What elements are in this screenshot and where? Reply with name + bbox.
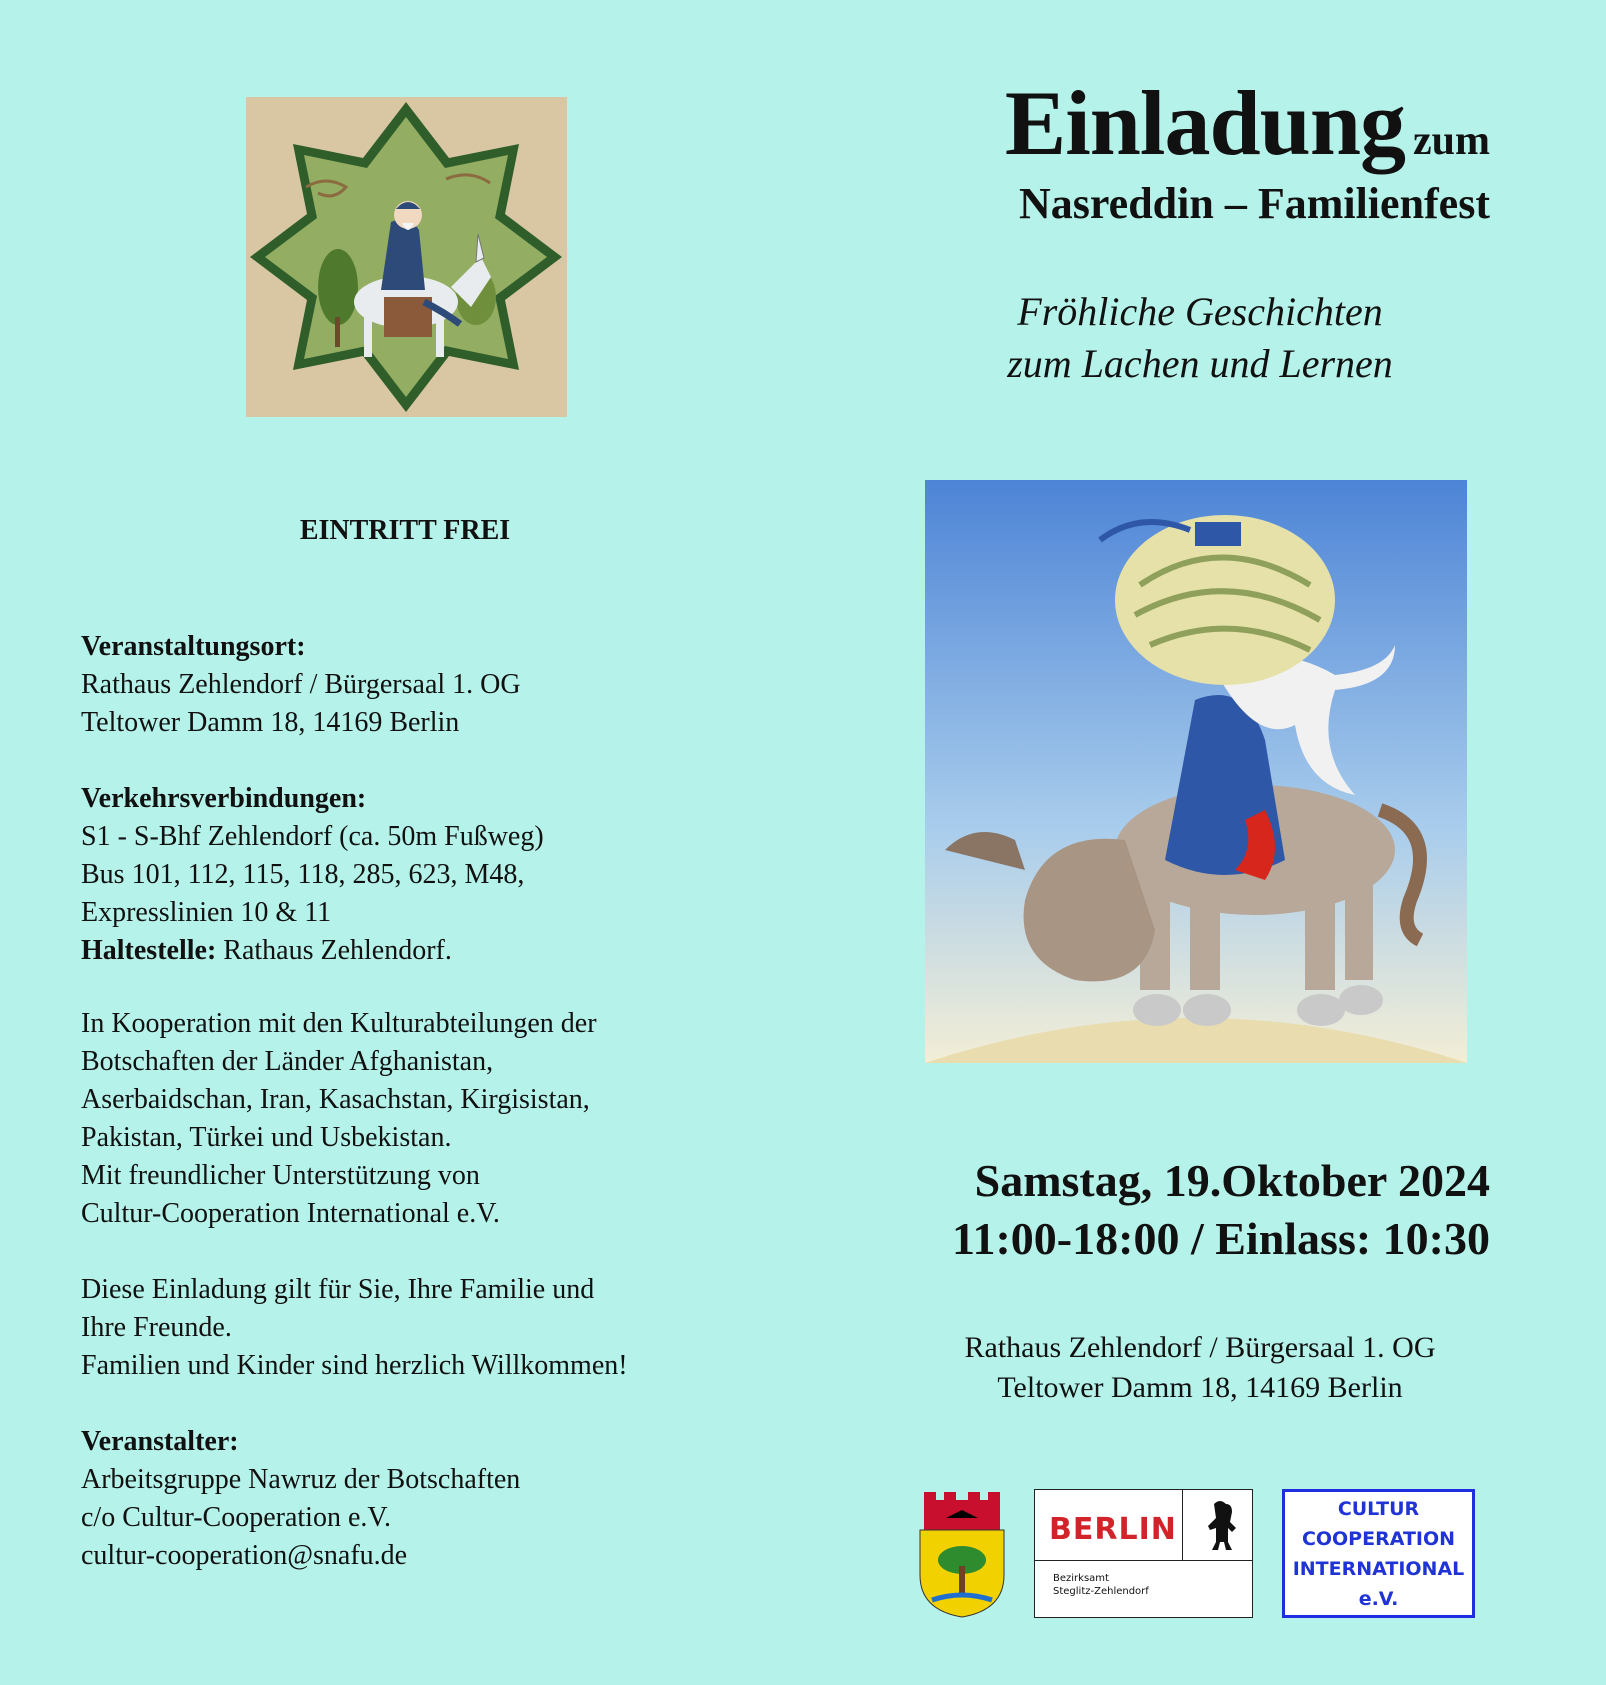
cultur-cooperation-logo xyxy=(1282,1489,1475,1618)
berlin-bezirksamt-logo xyxy=(1034,1489,1253,1618)
berlin-logo-subtitle xyxy=(1053,1572,1149,1598)
nasreddin-donkey-illustration xyxy=(925,480,1467,1063)
cooperation-line: Mit freundlicher Unterstützung von xyxy=(81,1160,480,1191)
cooperation-line: Cultur-Cooperation International e.V. xyxy=(81,1198,500,1229)
invitation-note-line: Familien und Kinder sind herzlich Willkommen! xyxy=(81,1350,628,1381)
organizer-email[interactable]: cultur-cooperation@snafu.de xyxy=(81,1540,408,1571)
venue-line: Rathaus Zehlendorf / Bürgersaal 1. OG xyxy=(964,1331,1436,1364)
organizer-line: Arbeitsgruppe Nawruz der Botschaften xyxy=(81,1464,521,1495)
cooperation-line: Pakistan, Türkei und Usbekistan. xyxy=(81,1122,452,1153)
transport-label: Verkehrsverbindungen: xyxy=(81,783,367,814)
transport-line: Expresslinien 10 & 11 xyxy=(81,897,332,928)
event-time: 11:00-18:00 / Einlass: 10:30 xyxy=(952,1213,1490,1264)
event-date-block xyxy=(880,1152,1490,1268)
cooperation-line: Aserbaidschan, Iran, Kasachstan, Kirgisistan, xyxy=(81,1084,590,1115)
event-venue xyxy=(880,1328,1520,1408)
organizer-section xyxy=(81,1423,781,1575)
title-suffix: zum xyxy=(1413,118,1490,164)
venue-info-section xyxy=(81,628,781,742)
transport-line: S1 - S-Bhf Zehlendorf (ca. 50m Fußweg) xyxy=(81,821,544,852)
ccc-logo-line: INTERNATIONAL xyxy=(1292,1557,1465,1580)
free-entry-note: EINTRITT FREI xyxy=(299,515,511,546)
venue-line: Rathaus Zehlendorf / Bürgersaal 1. OG xyxy=(81,669,521,700)
berlin-bear-icon xyxy=(1200,1498,1240,1552)
event-date: Samstag, 19.Oktober 2024 xyxy=(974,1155,1490,1206)
organizer-line: c/o Cultur-Cooperation e.V. xyxy=(81,1502,391,1533)
invitation-note-line: Diese Einladung gilt für Sie, Ihre Familie und xyxy=(81,1274,595,1305)
transport-line: Bus 101, 112, 115, 118, 285, 623, M48, xyxy=(81,859,525,890)
invitation-note-section xyxy=(81,1271,781,1385)
tagline-line: Fröhliche Geschichten xyxy=(1017,289,1383,334)
berlin-sub-line: Bezirksamt xyxy=(1053,1573,1109,1584)
venue-line: Teltower Damm 18, 14169 Berlin xyxy=(997,1371,1403,1404)
event-subtitle: Nasreddin – Familienfest xyxy=(1019,179,1490,228)
tagline xyxy=(880,286,1520,390)
zehlendorf-coat-of-arms-logo xyxy=(916,1488,1008,1618)
berlin-logo-word: BERLIN xyxy=(1049,1512,1177,1547)
stop-label: Haltestelle: xyxy=(81,935,217,966)
transport-section xyxy=(81,780,781,970)
invitation-note-line: Ihre Freunde. xyxy=(81,1312,232,1343)
venue-line: Teltower Damm 18, 14169 Berlin xyxy=(81,707,460,738)
tagline-line: zum Lachen und Lernen xyxy=(1007,341,1393,386)
organizer-label: Veranstalter: xyxy=(81,1426,239,1457)
nasreddin-miniature-illustration xyxy=(246,97,567,417)
ccc-logo-line: CULTUR xyxy=(1337,1497,1420,1520)
title-main: Einladung xyxy=(1004,72,1405,174)
cooperation-section xyxy=(81,1005,781,1233)
stop-line xyxy=(81,932,781,970)
ccc-logo-line: COOPERATION xyxy=(1301,1527,1456,1550)
stop-value: Rathaus Zehlendorf. xyxy=(216,935,452,966)
cooperation-line: Botschaften der Länder Afghanistan, xyxy=(81,1046,494,1077)
venue-label: Veranstaltungsort: xyxy=(81,631,306,662)
ccc-logo-line: e.V. xyxy=(1358,1587,1399,1610)
berlin-sub-line: Steglitz-Zehlendorf xyxy=(1053,1586,1149,1597)
cooperation-line: In Kooperation mit den Kulturabteilungen der xyxy=(81,1008,597,1039)
invitation-title xyxy=(880,70,1490,176)
